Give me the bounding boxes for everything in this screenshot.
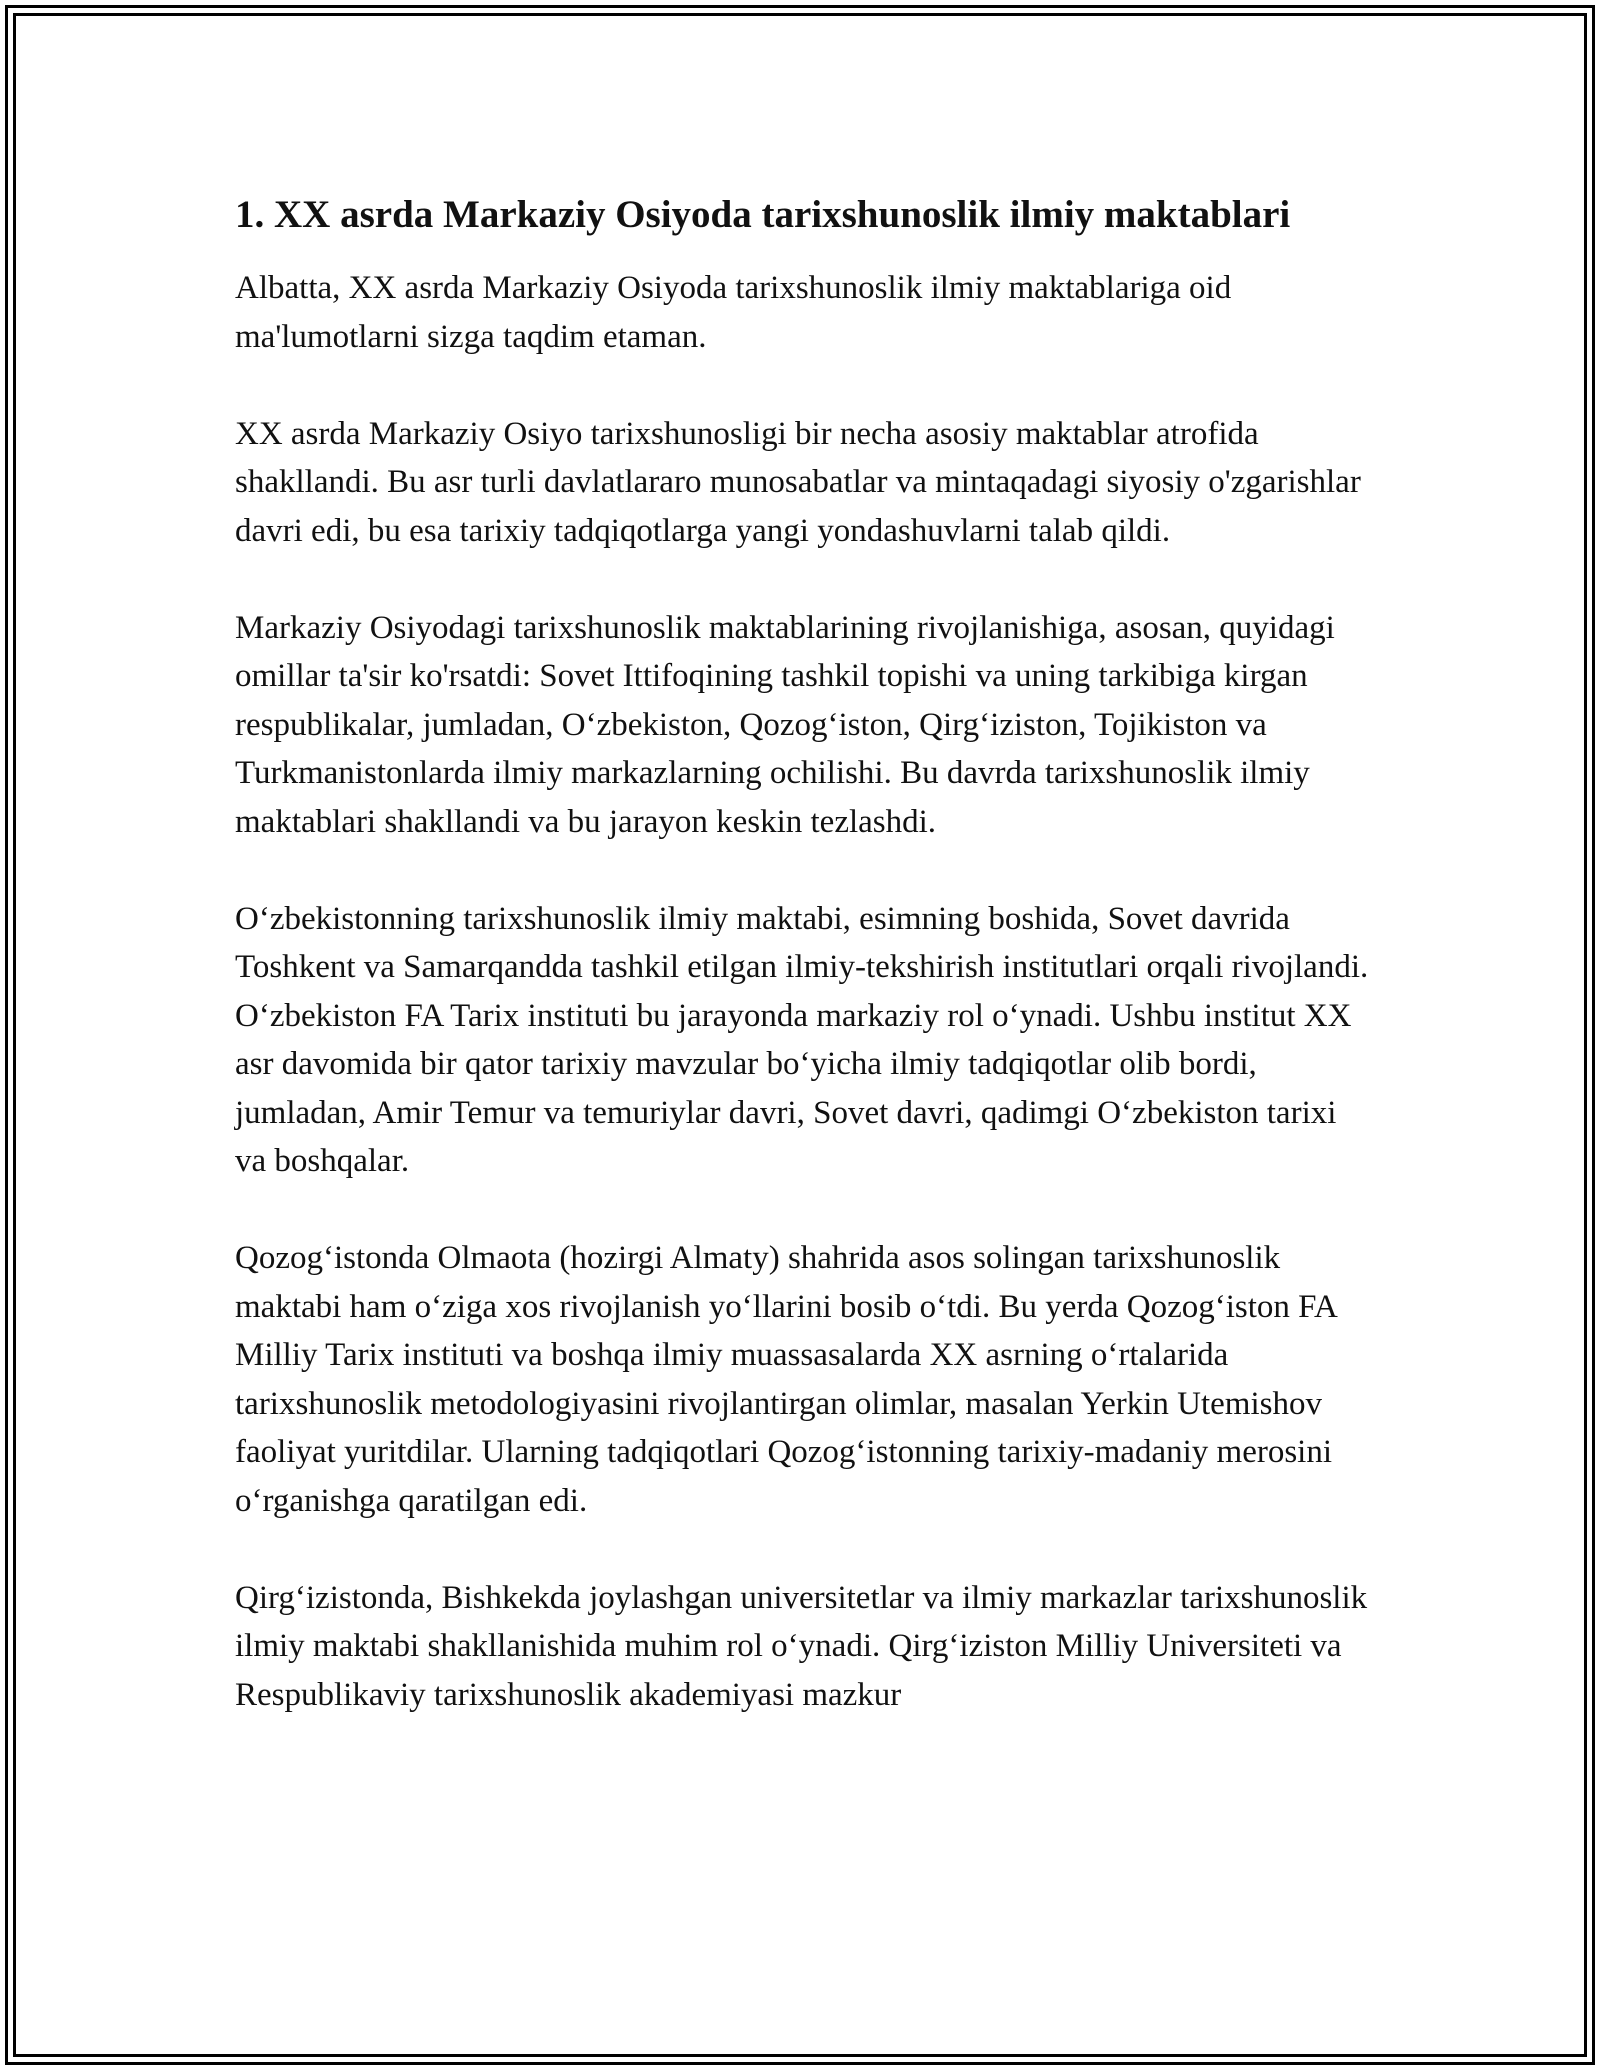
paragraph-uzbekistan: O‘zbekistonning tarixshunoslik ilmiy maktabi, esimning boshida, Sovet davrida Toshkent va Samarqandda tashkil etilgan ilmiy-tekshirish institutlari orqali rivojlandi. O‘zbekiston FA Tarix instituti bu jarayonda markaziy rol o‘ynadi. Ushbu institut XX asr davomida bir qator tarixiy mavzular bo‘yicha ilmiy tadqiqotlar olib bordi, jumladan, Amir Temur va temuriylar davri, Sovet davri, qadimgi O‘zbekiston tarixi va boshqalar. xyxy=(235,900,1369,1179)
document-body xyxy=(235,188,1375,1768)
paragraph-intro: Albatta, XX asrda Markaziy Osiyoda tarixshunoslik ilmiy maktablariga oid ma'lumotlarni sizga taqdim etaman. xyxy=(235,270,1232,355)
paragraph-kazakhstan: Qozog‘istonda Olmaota (hozirgi Almaty) shahrida asos solingan tarixshunoslik maktabi ham o‘ziga xos rivojlanish yo‘llarini bosib o‘tdi. Bu yerda Qozog‘iston FA Milliy Tarix instituti va boshqa ilmiy muassasalarda XX asrning o‘rtalarida tarixshunoslik metodologiyasini rivojlantirgan olimlar, masalan Yerkin Utemishov faoliyat yuritdilar. Ularning tadqiqotlari Qozog‘istonning tarixiy-madaniy merosini o‘rganishga qaratilgan edi. xyxy=(235,1240,1337,1519)
document-title: 1. XX asrda Markaziy Osiyoda tarixshunoslik ilmiy maktablari xyxy=(235,193,1291,236)
paragraph-kyrgyzstan: Qirg‘izistonda, Bishkekda joylashgan universitetlar va ilmiy markazlar tarixshunoslik ilmiy maktabi shakllanishida muhim rol o‘ynadi. Qirg‘iziston Milliy Universiteti va Respublikaviy tarixshunoslik akademiyasi mazkur xyxy=(235,1579,1368,1713)
paragraph-overview: XX asrda Markaziy Osiyo tarixshunosligi bir necha asosiy maktablar atrofida shakllandi. Bu asr turli davlatlararo munosabatlar va mintaqadagi siyosiy o'zgarishlar davri edi, bu esa tarixiy tadqiqotlarga yangi yondashuvlarni talab qildi. xyxy=(235,415,1361,549)
paragraph-factors: Markaziy Osiyodagi tarixshunoslik maktablarining rivojlanishiga, asosan, quyidagi omillar ta'sir ko'rsatdi: Sovet Ittifoqining tashkil topishi va uning tarkibiga kirgan respublikalar, jumladan, O‘zbekiston, Qozog‘iston, Qirg‘iziston, Tojikiston va Turkmanistonlarda ilmiy markazlarning ochilishi. Bu davrda tarixshunoslik ilmiy maktablari shakllandi va bu jarayon keskin tezlashdi. xyxy=(235,609,1335,840)
